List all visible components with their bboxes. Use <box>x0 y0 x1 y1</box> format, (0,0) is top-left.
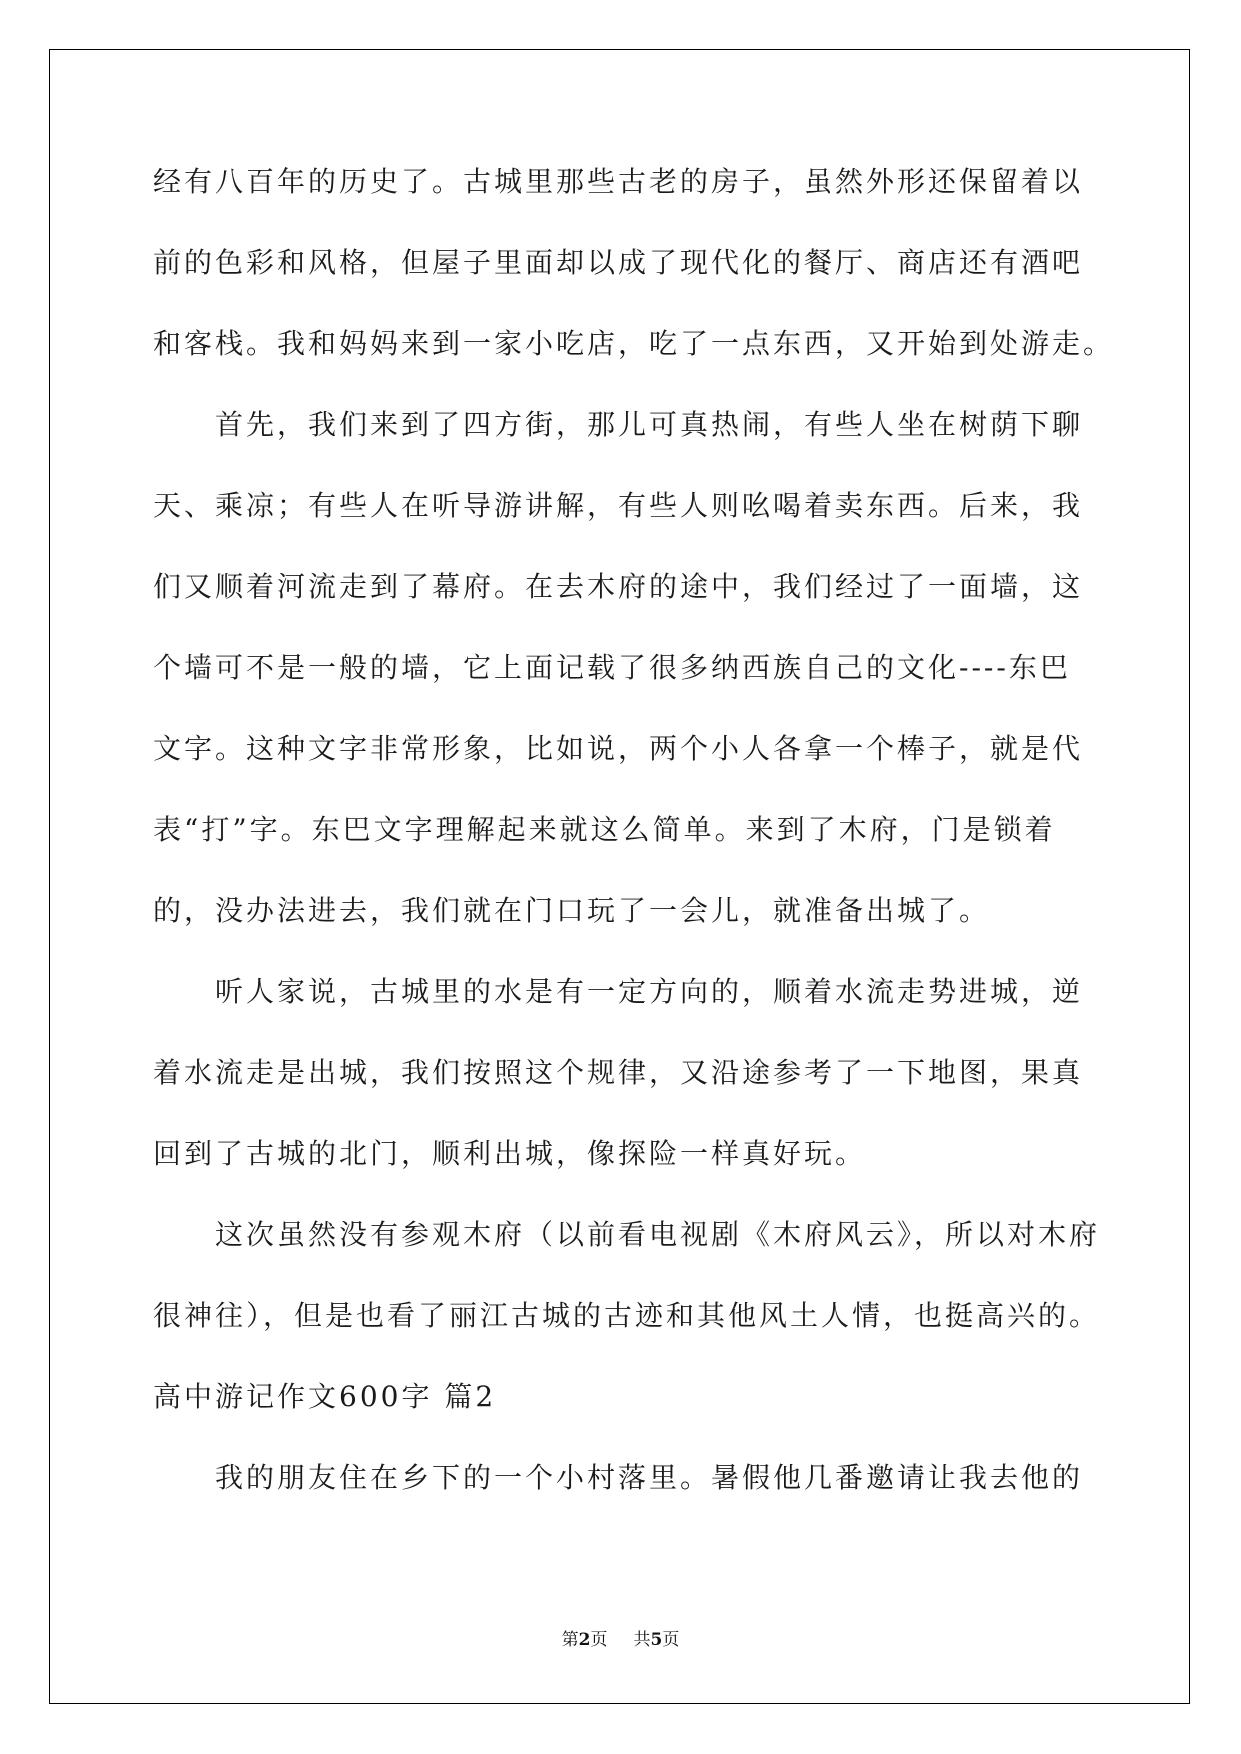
text-line: 前的色彩和风格，但屋子里面却以成了现代化的餐厅、商店还有酒吧 <box>153 246 1084 279</box>
text-line: 天、乘凉；有些人在听导游讲解，有些人则吆喝着卖东西。后来，我 <box>153 489 1084 522</box>
page-prefix: 第 <box>561 1630 579 1650</box>
paragraph-start-line: 我的朋友住在乡下的一个小村落里。暑假他几番邀请让我去他的 <box>215 1461 1084 1494</box>
text-line: 回到了古城的北门，顺利出城，像探险一样真好玩。 <box>153 1137 867 1170</box>
text-line: 表“打”字。东巴文字理解起来就这么简单。来到了木府，门是锁着 <box>153 813 1056 846</box>
document-body <box>153 162 1115 1539</box>
text-line: 经有八百年的历史了。古城里那些古老的房子，虽然外形还保留着以 <box>153 165 1084 198</box>
paragraph-start-line: 听人家说，古城里的水是有一定方向的，顺着水流走势进城，逆 <box>215 975 1084 1008</box>
text-line: 着水流走是出城，我们按照这个规律，又沿途参考了一下地图，果真 <box>153 1056 1084 1089</box>
text-line: 和客栈。我和妈妈来到一家小吃店，吃了一点东西，又开始到处游走。 <box>153 327 1115 360</box>
page-footer <box>0 1625 1241 1650</box>
text-line: 们又顺着河流走到了幕府。在去木府的途中，我们经过了一面墙，这 <box>153 570 1084 603</box>
text-line: 很神往），但是也看了丽江古城的古迹和其他风土人情，也挺高兴的。 <box>153 1299 1101 1332</box>
page-current: 2 <box>578 1630 591 1650</box>
total-prefix: 共 <box>633 1630 651 1650</box>
paragraph-start-line: 这次虽然没有参观木府（以前看电视剧《木府风云》，所以对木府 <box>215 1218 1101 1251</box>
paragraph-start-line: 首先，我们来到了四方街，那儿可真热闹，有些人坐在树荫下聊 <box>215 408 1084 441</box>
text-line: 文字。这种文字非常形象，比如说，两个小人各拿一个棒子，就是代 <box>153 732 1084 765</box>
page-total: 5 <box>650 1630 663 1650</box>
text-line: 个墙可不是一般的墙，它上面记载了很多纳西族自己的文化----东巴 <box>153 651 1071 684</box>
section-heading: 高中游记作文600字 篇2 <box>153 1380 497 1413</box>
total-suffix: 页 <box>662 1630 680 1650</box>
page-suffix: 页 <box>590 1630 608 1650</box>
text-line: 的，没办法进去，我们就在门口玩了一会儿，就准备出城了。 <box>153 894 991 927</box>
